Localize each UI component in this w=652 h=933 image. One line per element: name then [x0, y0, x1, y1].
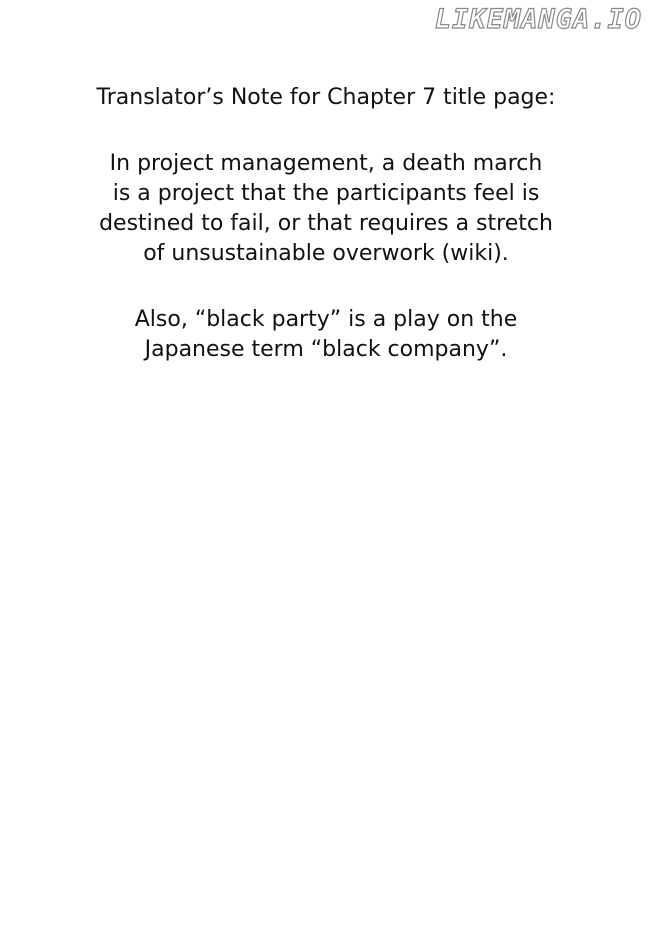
note-paragraph-death-march	[0, 149, 652, 269]
note-line: Also, “black party” is a play on the	[134, 307, 518, 332]
note-line: destined to fail, or that requires a stretch	[99, 211, 553, 236]
note-line: In project management, a death march	[109, 151, 543, 176]
note-line: of unsustainable overwork (wiki).	[143, 241, 509, 266]
translator-note	[0, 83, 652, 401]
watermark-logo: LIKEMANGA.IO	[434, 4, 642, 35]
note-heading: Translator’s Note for Chapter 7 title page:	[96, 85, 556, 110]
note-line: Japanese term “black company”.	[144, 337, 508, 362]
note-line: is a project that the participants feel is	[112, 181, 540, 206]
note-paragraph-black-party	[0, 305, 652, 365]
